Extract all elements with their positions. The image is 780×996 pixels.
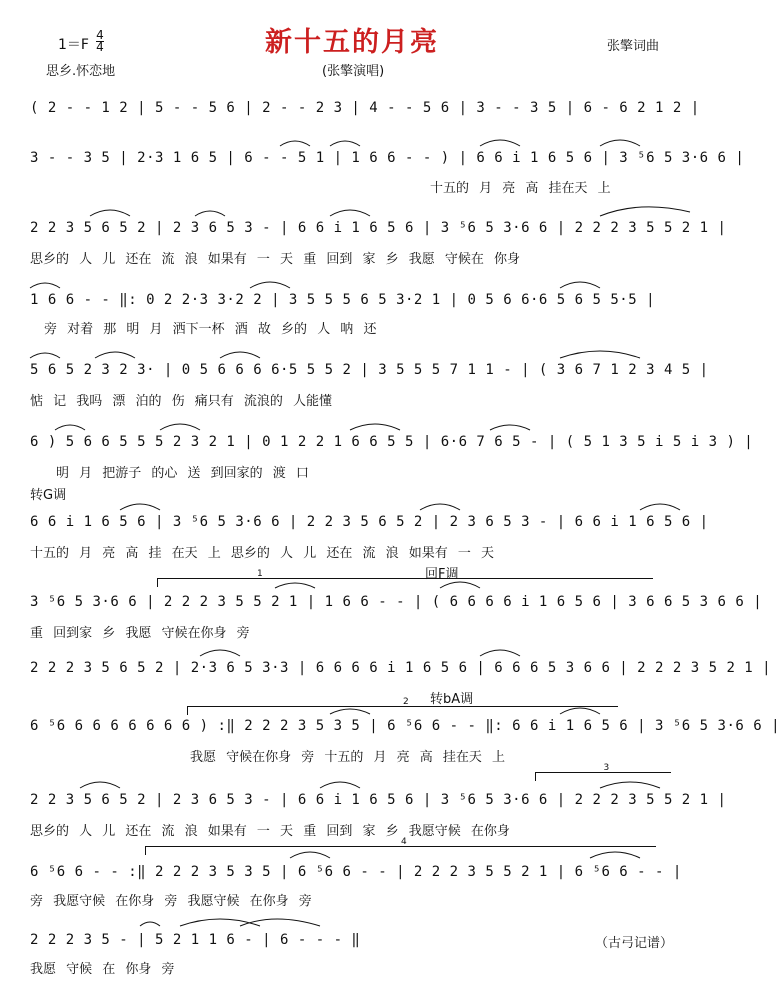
notation-row-10: 6 ⁵6 6 6 6 6 6 6 6 ) :‖ 2 2 2 3 5 3 5 | 6 ⁵6 6 - - ‖: 6 6 i 1 6 5 6 | 3 ⁵6 5 3·6 6 | xyxy=(30,718,780,734)
lyric-row-5: 惦 记 我吗 漂 泊的 伤 痛只有 流浪的 人能懂 xyxy=(30,394,333,409)
key-signature: 1＝F xyxy=(58,37,89,53)
lyric-row-2: 十五的 月 亮 高 挂在天 上 xyxy=(430,181,611,196)
lyric-row-12: 旁 我愿守候 在你身 旁 我愿守候 在你身 旁 xyxy=(30,894,312,909)
return-to-f: 回F调 xyxy=(425,567,459,582)
notation-row-1: ( 2 - - 1 2 | 5 - - 5 6 | 2 - - 2 3 | 4 - - 5 6 | 3 - - 3 5 | 6 - 6 2 1 2 | xyxy=(30,100,700,116)
modulation-to-g: 转G调 xyxy=(30,488,67,503)
lyric-row-6: 明 月 把游子 的心 送 到回家的 渡 口 xyxy=(56,466,309,481)
notation-row-2: 3 - - 3 5 | 2·3 1 6 5 | 6 - - 5 1 | 1 6 6 - - ) | 6 6 i 1 6 5 6 | 3 ⁵6 5 3·6 6 | xyxy=(30,150,745,166)
notation-row-12: 6 ⁵6 6 - - :‖ 2 2 2 3 5 3 5 | 6 ⁵6 6 - - | 2 2 2 3 5 5 2 1 | 6 ⁵6 6 - - | xyxy=(30,864,682,880)
lyric-row-8: 重 回到家 乡 我愿 守候在你身 旁 xyxy=(30,626,250,641)
time-sig-bottom: 4 xyxy=(96,40,104,54)
lyric-row-10: 我愿 守候在你身 旁 十五的 月 亮 高 挂在天 上 xyxy=(190,750,506,765)
notation-row-6: 6 ) 5 6 6 5 5 5 2 3 2 1 | 0 1 2 2 1 6 6 5 5 | 6·6 7 6 5 - | ( 5 1 3 5 i 5 i 3 ) | xyxy=(30,434,754,450)
notation-row-3: 2 2 3 5 6 5 2 | 2 3 6 5 3 - | 6 6 i 1 6 5 6 | 3 ⁵6 5 3·6 6 | 2 2 2 3 5 5 2 1 | xyxy=(30,220,727,236)
time-sig-top: 4 xyxy=(96,28,104,42)
lyric-row-7: 十五的 月 亮 高 挂 在天 上 思乡的 人 儿 还在 流 浪 如果有 一 天 xyxy=(30,546,494,561)
notation-row-11: 2 2 3 5 6 5 2 | 2 3 6 5 3 - | 6 6 i 1 6 5 6 | 3 ⁵6 5 3·6 6 | 2 2 2 3 5 5 2 1 | xyxy=(30,792,727,808)
performance-mood: 思乡.怀恋地 xyxy=(46,64,116,79)
transcriber-credit: （古弓记谱） xyxy=(595,936,674,951)
notation-row-7: 6 6 i 1 6 5 6 | 3 ⁵6 5 3·6 6 | 2 2 3 5 6 5 2 | 2 3 6 5 3 - | 6 6 i 1 6 5 6 | xyxy=(30,514,709,530)
ending-bracket-4: 4 xyxy=(145,846,656,855)
ending-bracket-3: 3 xyxy=(535,772,671,781)
lyric-row-3: 思乡的 人 儿 还在 流 浪 如果有 一 天 重 回到 家 乡 我愿 守候在 你身 xyxy=(30,252,520,267)
notation-row-9: 2 2 2 3 5 6 5 2 | 2·3 6 5 3·3 | 6 6 6 6 i 1 6 5 6 | 6 6 6 5 3 6 6 | 2 2 2 3 5 2 1 | xyxy=(30,660,772,676)
modulation-to-ba: 转bA调 xyxy=(430,692,474,707)
notation-row-13: 2 2 2 3 5 - | 5 2 1 1 6 - | 6 - - - ‖ xyxy=(30,932,361,948)
notation-row-4: 1 6 6 - - ‖: 0 2 2·3 3·2 2 | 3 5 5 5 6 5 3·2 1 | 0 5 6 6·6 5 6 5 5·5 | xyxy=(30,292,656,308)
singer-credit: (张擎演唱) xyxy=(322,64,385,79)
notation-row-5: 5 6 5 2 3 2 3· | 0 5 6 6 6 6·5 5 5 2 | 3 5 5 5 7 1 1 - | ( 3 6 7 1 2 3 4 5 | xyxy=(30,362,709,378)
lyric-row-4: 旁 对着 那 明 月 洒下一杯 酒 故 乡的 人 呐 还 xyxy=(44,322,377,337)
composer-credit: 张擎词曲 xyxy=(607,39,660,54)
ending-bracket-1: 1 xyxy=(157,578,356,587)
lyric-row-11: 思乡的 人 儿 还在 流 浪 如果有 一 天 重 回到 家 乡 我愿守候 在你身 xyxy=(30,824,510,839)
lyric-row-13: 我愿 守候 在 你身 旁 xyxy=(30,962,175,977)
song-title: 新十五的月亮 xyxy=(265,27,439,58)
notation-row-8: 3 ⁵6 5 3·6 6 | 2 2 2 3 5 5 2 1 | 1 6 6 - - | ( 6 6 6 6 i 1 6 5 6 | 3 6 6 5 3 6 6 | xyxy=(30,594,763,610)
ending-bracket-2: 2 xyxy=(187,706,618,715)
